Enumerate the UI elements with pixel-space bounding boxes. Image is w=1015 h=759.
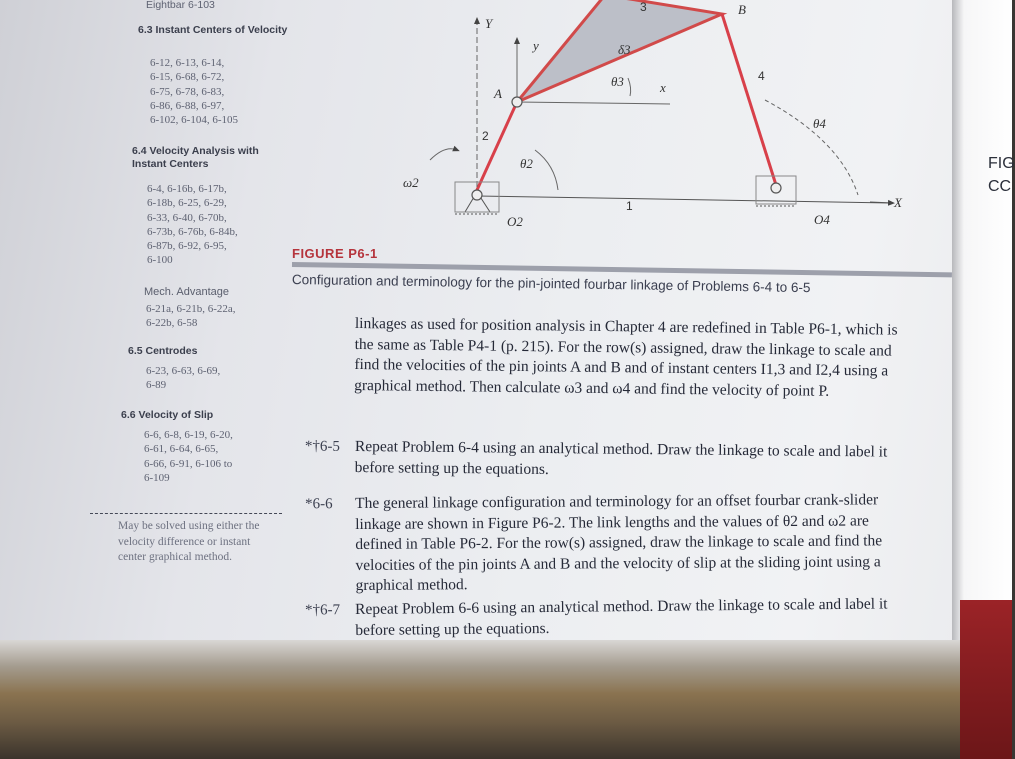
footnote-divider <box>90 513 282 514</box>
pin-a <box>512 97 522 107</box>
figure-title: FIGURE P6-1 <box>292 246 378 261</box>
label-link-2: 2 <box>482 129 489 143</box>
label-theta2: θ2 <box>520 156 533 171</box>
section-problems-mech-advantage: 6-21a, 6-21b, 6-22a, 6-22b, 6-58 <box>146 303 236 330</box>
local-x-axis <box>517 102 670 104</box>
label-link-1: 1 <box>626 199 633 213</box>
section-problems-6-5: 6-23, 6-63, 6-69, 6-89 <box>146 365 221 392</box>
book-page: FIG CC Eightbar 6-103 6.3 Instant Centers of Velocity 6-12, 6-13, 6-14, 6-15, 6-68, 6-72, 6-75, 6-78, 6-83, 6-86, 6-88, 6-97, 6-102, 6-104, 6-105 6.4 Velocity Analysis with Instant Centers 6-4, 6-16b, 6-17b, 6-18b, 6-25, 6-29, 6-33, 6-40, 6-70b, 6-73b, 6-76b, 6-84b, 6-87b, 6-92, 6-95, 6-100 Mech. Advantage 6-21a, 6-21b, 6-22a, 6-22b, 6-58 6.5 Centrodes 6-23, 6-63, 6-69, 6-89 6.6 Velocity of Slip 6-6, 6-8, 6-19, 6-20, 6-61, 6-64, 6-65, 6-66, 6-91, 6-106 to 6-109 May be solved using either the velocity difference or instant center graphical method. Y y x X A B θ3 θ2 θ4 δ3 ω2 O2 O4 2 3 4 1 FIGURE P6-1 Configuration and terminology for the pin-jointed fourbar linkage of Problems 6-4 to 6-5 linkages as used for position analysis in Chapter 4 are redefined in Table P6-1, which is the same as Table P4-1 (p. 215). For the row(s) assigned, draw the linkage to scale and find the velocities of the pin joints A and B and of instant centers I1,3 and I2,4 using a graphical method. Then calculate ω3 and ω4 and find the velocity of point P. *†6-5 Repeat Problem 6-4 using an analytical method. Draw the linkage to scale and label it before setting up the equations. *6-6 The general linkage configuration and terminology for an offset fourbar crank-slider linkage are shown in Figure P6-2. The link lengths and the values of θ2 and ω2 are defined in Table P6-2. For the row(s) assigned, draw the linkage to scale and find the velocities of the pin joints A and B and the velocity of slip at the sliding joint using a graphical method. *†6-7 Repeat Problem 6-6 using an analytical method. Draw the linkage to scale and label it before setting up the equations. <box>0 0 1012 700</box>
label-omega2: ω2 <box>403 175 419 190</box>
problem-number-6-7: *†6-7 <box>305 602 341 619</box>
label-x: x <box>660 80 666 95</box>
label-delta3: δ3 <box>618 42 631 57</box>
section-title-6-4: 6.4 Velocity Analysis with Instant Centers <box>132 145 259 170</box>
sidebar <box>0 0 290 640</box>
section-problems-6-3: 6-12, 6-13, 6-14, 6-15, 6-68, 6-72, 6-75, 6-78, 6-83, 6-86, 6-88, 6-97, 6-102, 6-104, 6-105 <box>150 57 238 127</box>
rocker-link-4 <box>722 14 776 185</box>
label-B: B <box>738 2 746 17</box>
fourbar-linkage-figure <box>370 0 930 245</box>
facing-page-text-1: FIG <box>988 155 1015 172</box>
label-link-3: 3 <box>640 0 647 14</box>
section-problems-6-4: 6-4, 6-16b, 6-17b, 6-18b, 6-25, 6-29, 6-33, 6-40, 6-70b, 6-73b, 6-76b, 6-84b, 6-87b, 6-92, 6-95, 6-100 <box>147 183 238 267</box>
problem-number-6-5: *†6-5 <box>304 438 340 455</box>
section-title-mech-advantage: Mech. Advantage <box>144 286 230 298</box>
section-title-6-6: 6.6 Velocity of Slip <box>121 409 214 421</box>
figure-caption: Configuration and terminology for the pin-jointed fourbar linkage of Problems 6-4 to 6-5 <box>291 272 811 296</box>
label-theta4: θ4 <box>813 116 826 131</box>
facing-page <box>952 0 1015 700</box>
label-A: A <box>494 86 502 101</box>
label-theta3: θ3 <box>611 74 624 89</box>
sidebar-top-line: Eightbar 6-103 <box>146 0 215 11</box>
label-Y: Y <box>485 16 493 31</box>
omega2-arrow <box>430 149 457 160</box>
crank-link-2 <box>477 102 517 190</box>
ground-line <box>477 196 892 203</box>
label-link-4: 4 <box>758 69 765 83</box>
section-problems-6-6: 6-6, 6-8, 6-19, 6-20, 6-61, 6-64, 6-65, 6-66, 6-91, 6-106 to 6-109 <box>144 429 233 484</box>
theta4-arc <box>765 100 858 195</box>
label-X: X <box>894 195 902 210</box>
label-O2: O2 <box>507 214 523 229</box>
theta3-arc <box>628 78 631 96</box>
problem-number-6-6: *6-6 <box>305 496 333 513</box>
label-O4: O4 <box>814 212 830 227</box>
label-y: y <box>533 38 539 53</box>
book-edge <box>960 600 1012 759</box>
page-bottom-shadow <box>0 640 1012 759</box>
theta2-arc <box>535 150 558 190</box>
facing-page-text-2: CC <box>988 178 1012 195</box>
section-title-6-5: 6.5 Centrodes <box>128 345 198 357</box>
sidebar-footnote: May be solved using either the velocity difference or instant center graphical method. <box>118 520 260 563</box>
section-title-6-3: 6.3 Instant Centers of Velocity <box>138 24 288 36</box>
